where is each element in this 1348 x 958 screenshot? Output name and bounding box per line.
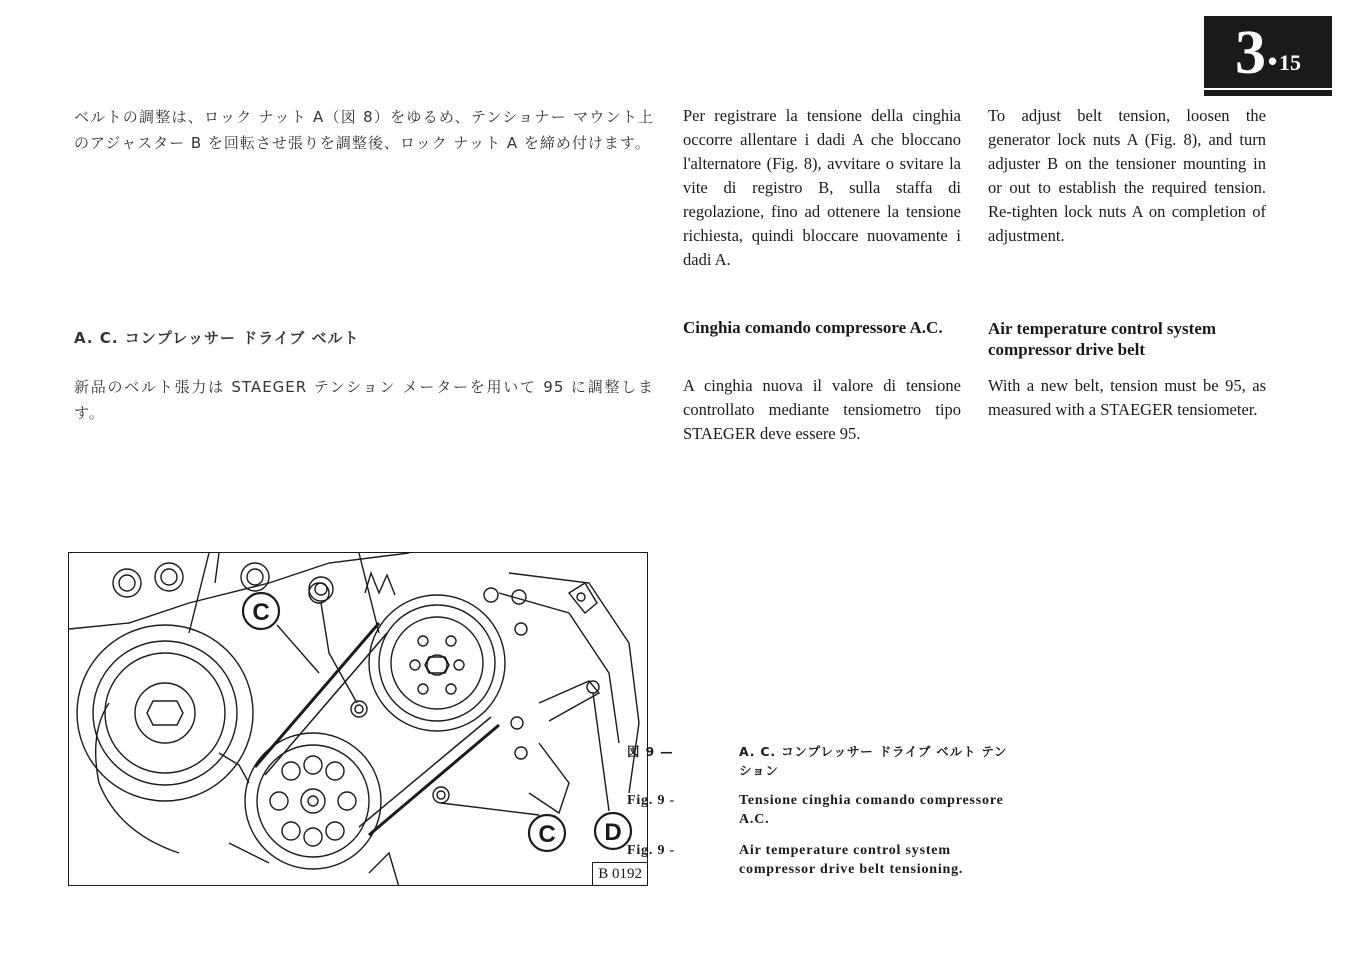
badge-rule	[1204, 90, 1332, 96]
belt-diagram-figure	[68, 552, 648, 886]
section-number: 15	[1279, 50, 1302, 75]
caption-jp-number: 図 9 —	[627, 744, 674, 759]
label-c-top: C	[252, 599, 270, 626]
jp-ac-text: 新品のベルト張力は STAEGER テンション メーターを用いて 95 に調整します。	[74, 378, 654, 422]
caption-en	[627, 841, 1019, 879]
caption-it	[627, 791, 1019, 829]
en-ac-text: With a new belt, tension must be 95, as measured with a STAEGER tensiometer.	[988, 376, 1266, 419]
it-ac-text: A cinghia nuova il valore di tensione controllato mediante tensiometro tipo STAEGER deve essere 95.	[683, 376, 961, 443]
chapter-number: 3	[1234, 19, 1266, 87]
en-belt-adjust-text: To adjust belt tension, loosen the generator lock nuts A (Fig. 8), and turn adjuster B on the tensioner mounting in or out to establish the required tension. Re-tighten lock nuts A on completion of adjustment.	[988, 106, 1266, 245]
badge-dot: •	[1267, 46, 1278, 76]
label-c-bottom: C	[538, 821, 556, 848]
caption-jp-text: A. C. コンプレッサー ドライブ ベルト テンション	[739, 744, 1008, 778]
caption-en-text: Air temperature control system compressor drive belt tensioning.	[739, 843, 964, 877]
label-d: D	[604, 819, 622, 846]
en-ac-heading: Air temperature control system compressor drive belt	[988, 319, 1217, 359]
it-ac-heading: Cinghia comando compressore A.C.	[683, 318, 943, 337]
it-belt-adjust-text: Per registrare la tensione della cinghia occorre allentare i dadi A che bloccano l'alternatore (Fig. 8), avvitare o svitare la vite di registro B, sulla staffa di regolazione, fino ad ottenere la tensione richiesta, quindi bloccare nuovamente i dadi A.	[683, 106, 961, 269]
engine-belt-drawing	[69, 553, 648, 886]
jp-belt-adjust-text: ベルトの調整は、ロック ナット A（図 8）をゆるめ、テンショナー マウント上のアジャスター B を回転させ張りを調整後、ロック ナット A を締め付けます。	[74, 108, 654, 152]
caption-en-number: Fig. 9 -	[627, 843, 676, 858]
caption-jp	[627, 742, 1019, 780]
figure-code: B 0192	[592, 862, 647, 885]
caption-it-number: Fig. 9 -	[627, 793, 676, 808]
page-number-badge	[1204, 16, 1332, 88]
jp-ac-heading: A. C. コンプレッサー ドライブ ベルト	[74, 329, 360, 347]
caption-it-text: Tensione cinghia comando compressore A.C.	[739, 793, 1004, 827]
